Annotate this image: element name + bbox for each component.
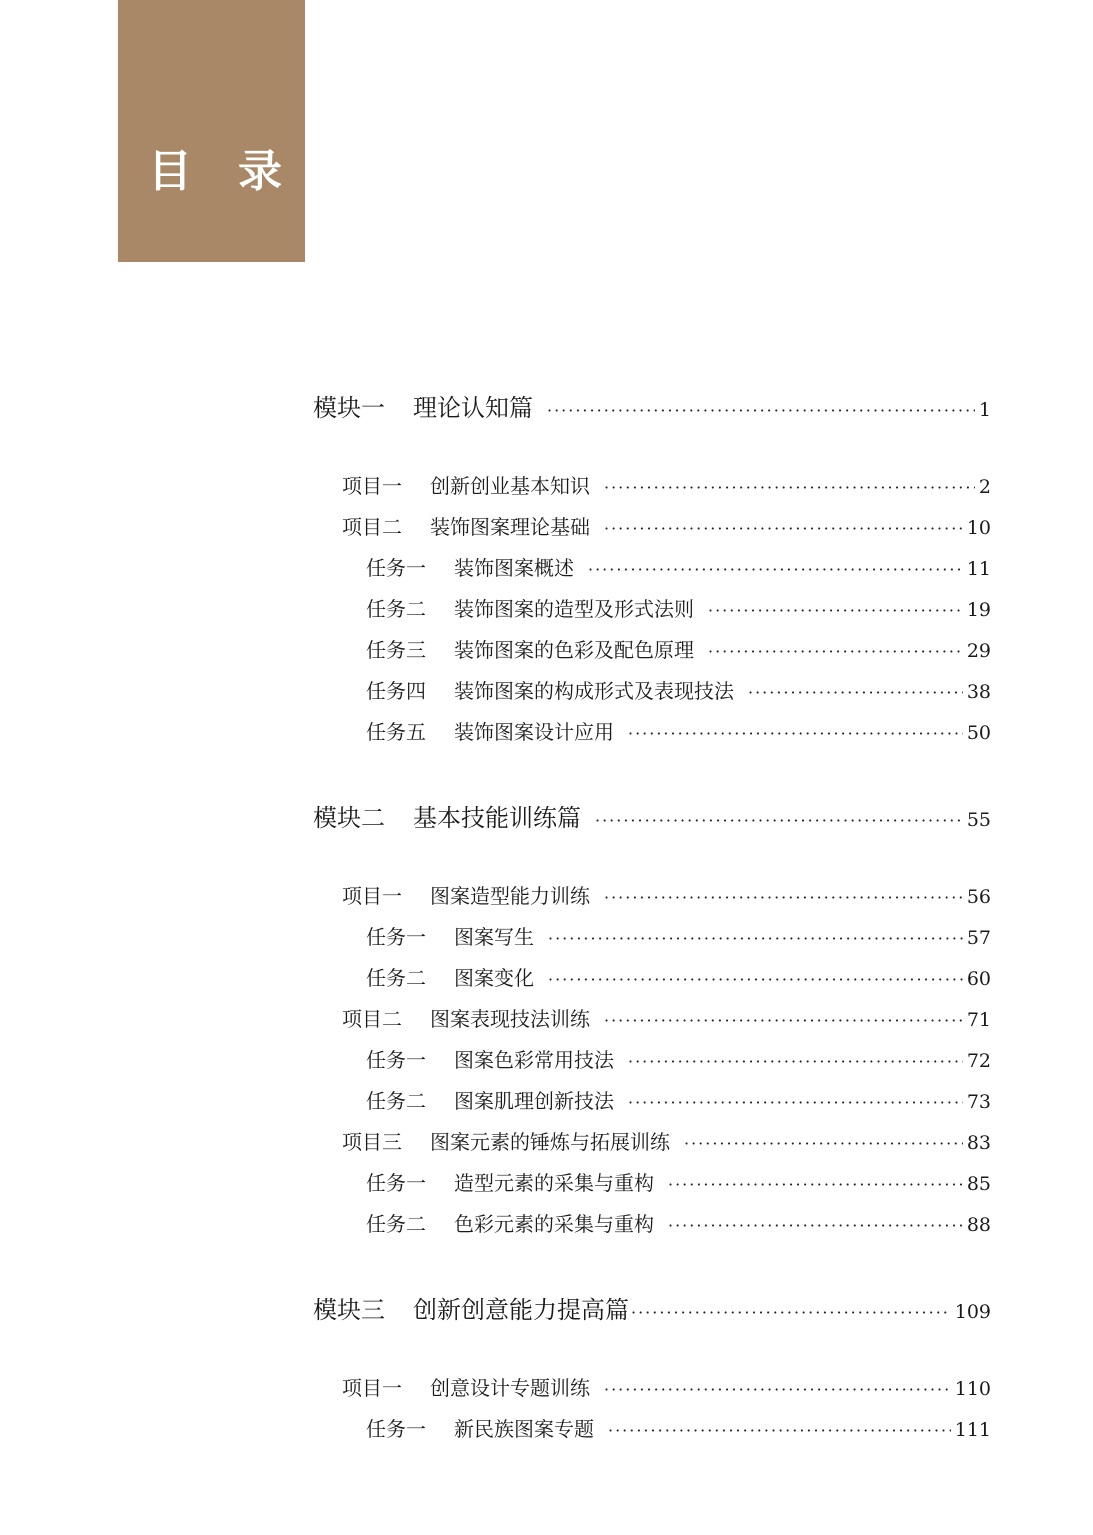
toc-entry-task[interactable] — [366, 716, 991, 745]
dot-leader — [604, 888, 963, 907]
toc-entry-title: 基本技能训练篇 — [413, 804, 581, 832]
toc-entry-title: 新民族图案专题 — [454, 1417, 594, 1441]
toc-entry-label: 项目三 — [342, 1130, 402, 1154]
dot-leader — [668, 1175, 963, 1194]
toc-entry-project[interactable] — [342, 1003, 991, 1032]
toc-entry-label: 项目二 — [342, 1007, 402, 1031]
toc-entry-title: 装饰图案概述 — [454, 556, 574, 580]
toc-entry-module[interactable] — [313, 1290, 991, 1325]
toc-entry-project[interactable] — [342, 511, 991, 540]
toc-entry-page: 38 — [966, 681, 991, 703]
toc-entry-page: 2 — [978, 476, 991, 498]
dot-leader — [631, 1303, 951, 1322]
toc-entry-title: 装饰图案的构成形式及表现技法 — [454, 679, 734, 703]
toc-entry-title: 装饰图案理论基础 — [430, 515, 590, 539]
toc-entry-task[interactable] — [366, 1044, 991, 1073]
toc-entry-label: 任务一 — [366, 1048, 426, 1072]
toc-entry-title: 图案变化 — [454, 966, 534, 990]
toc-entry-task[interactable] — [366, 1413, 991, 1442]
toc-entry-task[interactable] — [366, 921, 991, 950]
dot-leader — [628, 1052, 963, 1071]
toc-entry-label: 任务二 — [366, 966, 426, 990]
toc-entry-title: 图案元素的锤炼与拓展训练 — [430, 1130, 670, 1154]
toc-entry-title: 图案肌理创新技法 — [454, 1089, 614, 1113]
toc-entry-label: 任务五 — [366, 720, 426, 744]
toc-entry-label: 任务二 — [366, 1212, 426, 1236]
toc-entry-label: 项目一 — [342, 1376, 402, 1400]
toc-entry-page: 29 — [966, 640, 991, 662]
toc-entry-title: 创意设计专题训练 — [430, 1376, 590, 1400]
toc-entry-task[interactable] — [366, 593, 991, 622]
toc-entry-project[interactable] — [342, 880, 991, 909]
toc-entry-label: 任务一 — [366, 1417, 426, 1441]
header-block — [118, 0, 305, 262]
toc-entry-title: 装饰图案的造型及形式法则 — [454, 597, 694, 621]
toc-entry-module[interactable] — [313, 798, 991, 833]
toc-entry-title: 造型元素的采集与重构 — [454, 1171, 654, 1195]
dot-leader — [604, 519, 963, 538]
toc-entry-page: 10 — [966, 517, 991, 539]
toc-entry-task[interactable] — [366, 1167, 991, 1196]
toc-entry-task[interactable] — [366, 1085, 991, 1114]
toc-entry-label: 任务三 — [366, 638, 426, 662]
toc-entry-page: 19 — [966, 599, 991, 621]
toc-entry-project[interactable] — [342, 1372, 991, 1401]
toc-entry-page: 88 — [966, 1214, 991, 1236]
toc-entry-label: 项目二 — [342, 515, 402, 539]
toc-entry-title: 装饰图案设计应用 — [454, 720, 614, 744]
toc-entry-page: 1 — [978, 399, 991, 421]
toc-entry-title: 图案色彩常用技法 — [454, 1048, 614, 1072]
toc-entry-label: 模块三 — [313, 1296, 385, 1324]
toc-entry-page: 109 — [954, 1301, 991, 1323]
toc-entry-page: 110 — [954, 1378, 991, 1400]
toc-entry-label: 任务一 — [366, 556, 426, 580]
toc-entry-page: 11 — [966, 558, 991, 580]
toc-entry-page: 72 — [966, 1050, 991, 1072]
toc-entry-task[interactable] — [366, 552, 991, 581]
toc-entry-title: 创新创业基本知识 — [430, 474, 590, 498]
dot-leader — [748, 683, 963, 702]
toc-entry-module[interactable] — [313, 388, 991, 423]
toc-entry-label: 模块二 — [313, 804, 385, 832]
toc-entry-page: 71 — [966, 1009, 991, 1031]
toc-entry-title: 装饰图案的色彩及配色原理 — [454, 638, 694, 662]
toc-entry-title: 创新创意能力提高篇 — [413, 1296, 629, 1324]
toc-entry-task[interactable] — [366, 1208, 991, 1237]
dot-leader — [604, 1380, 951, 1399]
toc-entry-label: 任务二 — [366, 1089, 426, 1113]
toc-entry-project[interactable] — [342, 470, 991, 499]
toc-entry-title: 图案造型能力训练 — [430, 884, 590, 908]
dot-leader — [708, 642, 963, 661]
toc-entry-page: 111 — [954, 1419, 991, 1441]
dot-leader — [668, 1216, 963, 1235]
page-title: 目录 — [148, 146, 328, 197]
dot-leader — [604, 1011, 963, 1030]
dot-leader — [547, 401, 975, 420]
toc-entry-page: 83 — [966, 1132, 991, 1154]
toc-entry-task[interactable] — [366, 962, 991, 991]
dot-leader — [608, 1421, 951, 1440]
toc-entry-title: 色彩元素的采集与重构 — [454, 1212, 654, 1236]
dot-leader — [595, 811, 963, 830]
toc-entry-task[interactable] — [366, 634, 991, 663]
toc-entry-title: 图案写生 — [454, 925, 534, 949]
toc-entry-page: 56 — [966, 886, 991, 908]
dot-leader — [604, 478, 975, 497]
toc-entry-title: 理论认知篇 — [413, 394, 533, 422]
toc-entry-page: 55 — [966, 809, 991, 831]
dot-leader — [628, 724, 963, 743]
dot-leader — [588, 560, 963, 579]
dot-leader — [708, 601, 963, 620]
toc-entry-page: 60 — [966, 968, 991, 990]
toc-entry-label: 任务一 — [366, 925, 426, 949]
dot-leader — [548, 970, 963, 989]
toc-entry-label: 任务一 — [366, 1171, 426, 1195]
toc-entry-label: 任务四 — [366, 679, 426, 703]
toc-entry-page: 85 — [966, 1173, 991, 1195]
dot-leader — [548, 929, 963, 948]
toc-entry-title: 图案表现技法训练 — [430, 1007, 590, 1031]
toc-entry-label: 模块一 — [313, 394, 385, 422]
dot-leader — [684, 1134, 963, 1153]
toc-entry-page: 50 — [966, 722, 991, 744]
toc-entry-label: 项目一 — [342, 884, 402, 908]
toc-entry-label: 任务二 — [366, 597, 426, 621]
toc-entry-page: 57 — [966, 927, 991, 949]
toc-entry-project[interactable] — [342, 1126, 991, 1155]
toc-entry-task[interactable] — [366, 675, 991, 704]
dot-leader — [628, 1093, 963, 1112]
toc-entry-page: 73 — [966, 1091, 991, 1113]
toc-entry-label: 项目一 — [342, 474, 402, 498]
